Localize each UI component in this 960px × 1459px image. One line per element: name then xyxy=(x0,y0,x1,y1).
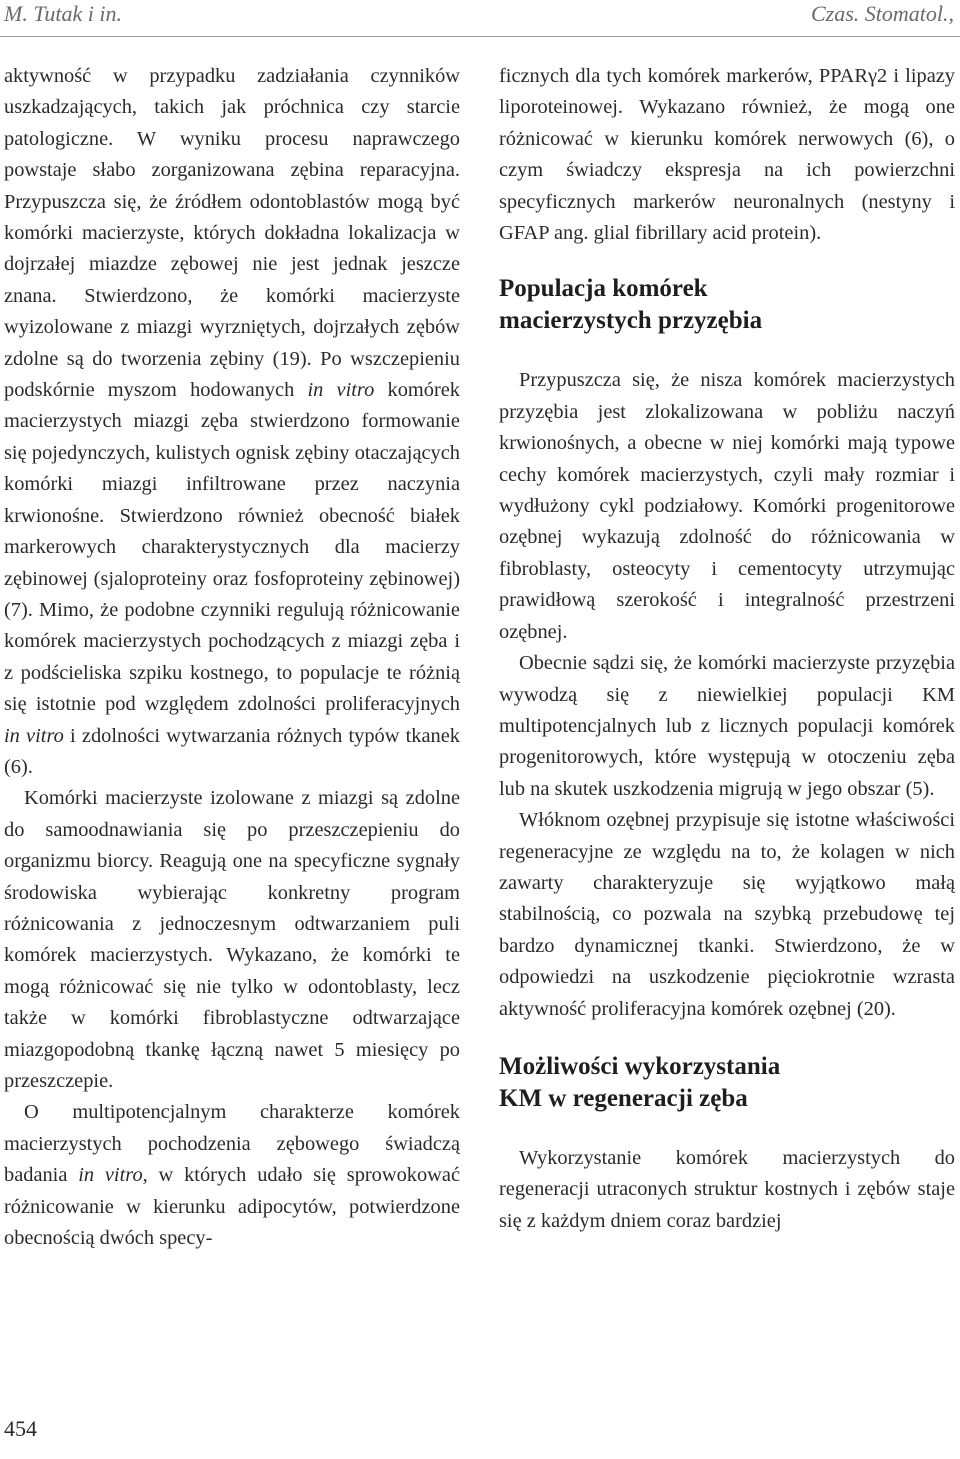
paragraph: Przypuszcza się, że nisza komórek macierzystych przyzębia jest zlokalizowana w pobliżu naczyń krwionośnych, a obecne w niej komórki mają typowe cechy komórek macierzystych, czyli mały rozmiar i wydłużony cykl podziałowy. Komórki progenitorowe ozębnej wykazują zdolność do różnicowania w fibroblasty, osteocyty i cementocyty utrzymując prawidłową szerokość i integralność przestrzeni ozębnej. xyxy=(499,369,955,643)
paragraph: Obecnie sądzi się, że komórki macierzyste przyzębia wywodzą się z niewielkiej populacji KM multipotencjalnych lub z licznych populacji komórek progenitorowych, które występują w otoczeniu zęba lub na skutek uszkodzenia migrują w jego obszar (5). xyxy=(499,652,955,800)
paragraph: Wykorzystanie komórek macierzystych do regeneracji utraconych struktur kostnych i zębów staje się z każdym dniem coraz bardziej xyxy=(499,1146,955,1232)
paragraph: ficznych dla tych komórek markerów, PPARγ2 i lipazy liporoteinowej. Wykazano również, że mogą one różnicować w kierunku komórek nerwowych (6), o czym świadczy ekspresja na ich powierzchni specyficznych markerów neuronalnych (nestyny i GFAP ang. glial fibrillary acid protein). xyxy=(499,65,955,245)
page-number: 454 xyxy=(4,1416,37,1441)
left-column xyxy=(4,61,460,1254)
paragraph: Włóknom ozębnej przypisuje się istotne właściwości regeneracyjne ze względu na to, że kolagen w nich zawarty charakteryzuje się wyjątkowo małą stabilnością, co pozwala na szybką przebudowę tej bardzo dynamicznej tkanki. Stwierdzono, że w odpowiedzi na uszkodzenie pięciokrotnie wzrasta aktywność proliferacyjna komórek ozębnej (20). xyxy=(499,809,955,1020)
paragraph: O multipotencjalnym charakterze komórek macierzystych pochodzenia zębowego świadczą badania in vitro, w których udało się sprowokować różnicowanie w kierunku adipocytów, potwierdzone obecnością dwóch specy- xyxy=(4,1101,461,1250)
italic-term: in vitro xyxy=(4,724,64,747)
paragraph: Komórki macierzyste izolowane z miazgi są zdolne do samoodnawiania się po przeszczepieniu do organizmu biorcy. Reagują one na specyficzne sygnały środowiska wybierając konkretny program różnicowania z jednoczesnym odtwarzaniem puli komórek macierzystych. Wykazano, że komórki te mogą różnicować się nie tylko w odontoblasty, lecz także w komórki fibroblastyczne odtwarzające miazgopodobną tkankę łączną nawet 5 miesięcy po przeszczepie. xyxy=(4,787,460,1092)
running-header xyxy=(0,0,960,37)
paragraph: aktywność w przypadku zadziałania czynników uszkadzających, takich jak próchnica czy starcie patologiczne. W wyniku procesu naprawczego powstaje słabo zorganizowana zębina reparacyjna. Przypuszcza się, że źródłem odontoblastów mogą być komórki macierzyste, których dokładna lokalizacja w dojrzałej miazdze zębowej nie jest jednak jeszcze znana. Stwierdzono, że komórki macierzyste wyizolowane z miazgi wyrzniętych, dojrzałych zębów zdolne są do tworzenia zębiny (19). Po wszczepieniu podskórnie myszom hodowanych in vitro komórek macierzystych miazgi zęba stwierdzono formowanie się pojedynczych, kulistych ognisk zębiny otaczających komórki miazgi infiltrowane przez naczynia krwionośne. Stwierdzono również obecność białek markerowych charakterystycznych dla macierzy zębinowej (sjaloproteiny oraz fosfoproteiny zębinowej) (7). Mimo, że podobne czynniki regulują różnicowanie komórek macierzystych pochodzących z miazgi zęba i z podścieliska szpiku kostnego, to populacje te różnią się istotnie pod względem zdolności proliferacyjnych in vitro i zdolności wytwarzania różnych typów tkanek (6). xyxy=(4,65,460,778)
right-column xyxy=(499,61,955,1237)
italic-term: in vitro xyxy=(78,1164,143,1187)
section-heading: Populacja komórek macierzystych przyzębia xyxy=(499,275,763,335)
header-journal: Czas. Stomatol., xyxy=(810,1,954,26)
italic-term: in vitro xyxy=(307,379,375,402)
header-authors: M. Tutak i in. xyxy=(4,1,122,26)
section-heading: Możliwości wykorzystania KM w regeneracji zęba xyxy=(499,1052,781,1112)
